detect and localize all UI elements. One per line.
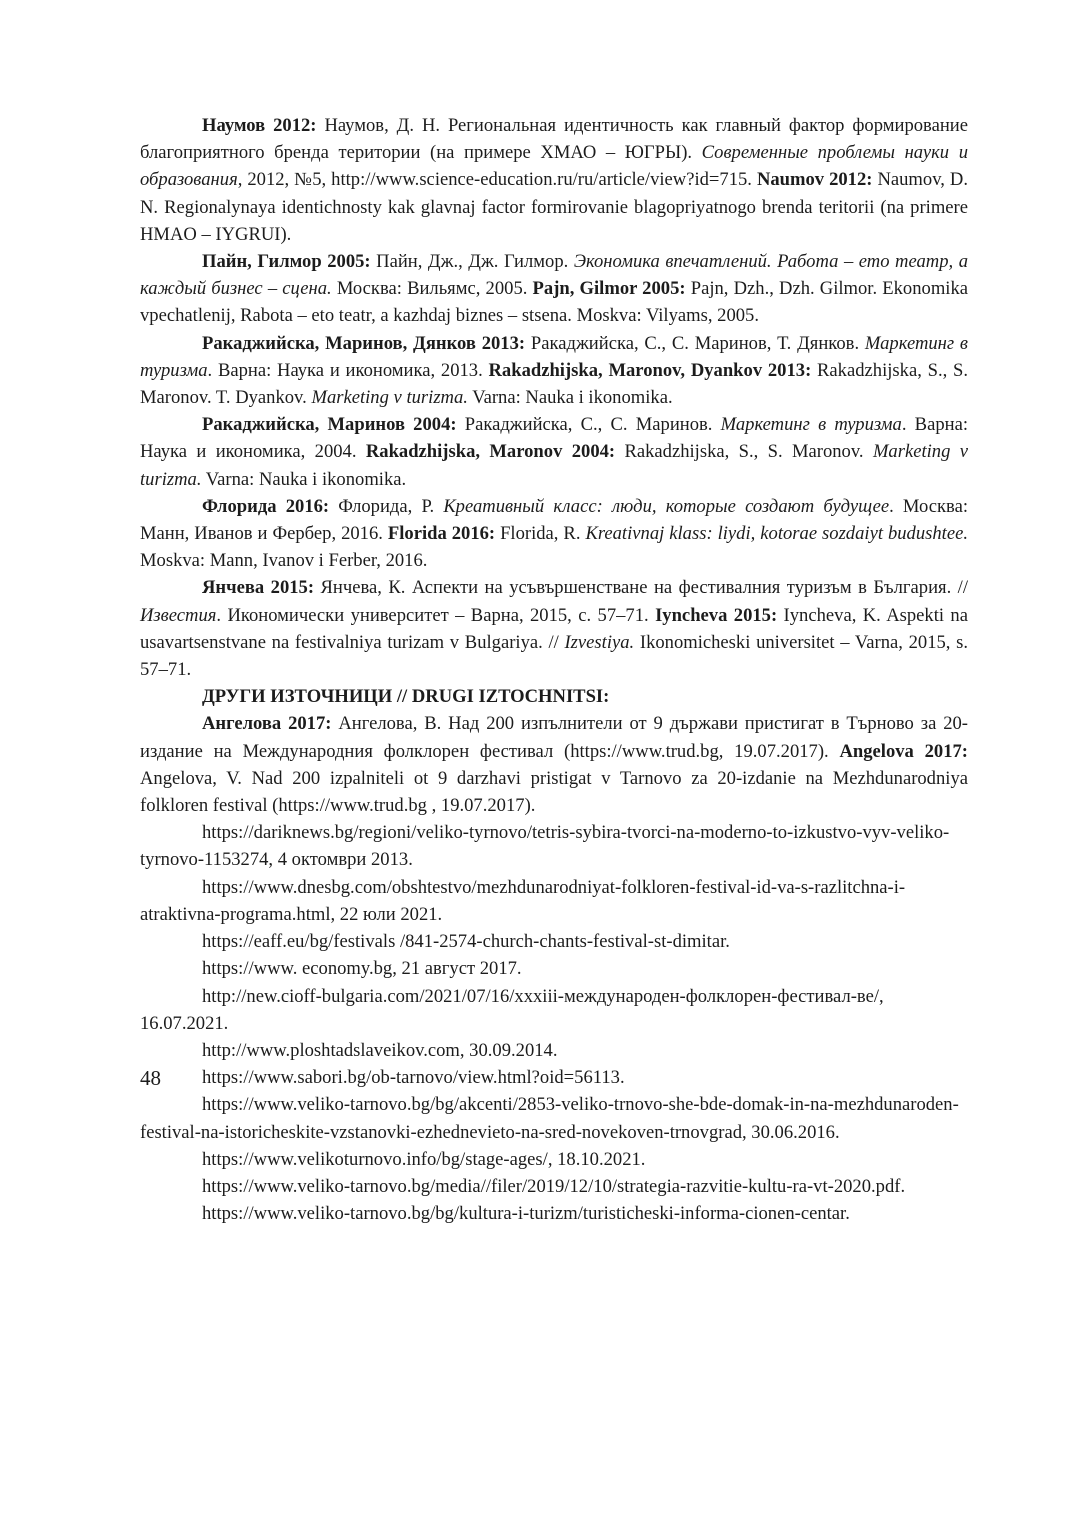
reference-text: Rakadzhijska, S., S. Maronov. T. Dyankov. [140, 359, 968, 409]
reference-key: Наумов 2012: [202, 115, 317, 136]
reference-key: Rakadzhijska, Maronov 2004: [365, 441, 616, 463]
reference-title: Креативный класс: люди, которые создают будущее [443, 495, 890, 517]
reference-entry [140, 493, 968, 575]
reference-text: Пайн, Дж., Дж. Гилмор. [370, 251, 574, 273]
reference-key: Янчева 2015: [202, 577, 315, 599]
reference-text: Angelova, V. Nad 200 izpalniteli ot 9 darzhavi pristigat v Tarnovo za 20-izdanie na Mezhdunarodniya folkloren festival (https://www.trud.bg , 19.07.2017). [140, 767, 968, 817]
reference-key: Флорида 2016: [202, 495, 330, 517]
reference-title: Экономика впечатлений. Работа – ето театр, а каждый бизнес – сцена. [140, 251, 968, 300]
reference-entry [140, 248, 968, 330]
source-link: https://www. economy.bg, 21 август 2017. [202, 958, 522, 980]
source-link: https://www.dnesbg.com/obshtestvo/mezhdunarodniyat-folkloren-festival-id-va-s-razlitchna-i-atraktivna-programa.html, 22 юли 2021. [140, 876, 906, 925]
reference-entry [140, 411, 968, 493]
source-link: http://new.cioff-bulgaria.com/2021/07/16/xxxiii-международен-фолклорен-фестивал-ве/, 16.07.2021. [140, 985, 884, 1034]
reference-text: . Москва: Манн, Иванов и Фербер, 2016. [140, 495, 968, 545]
reference-key: Pajn, Gilmor 2005: [532, 278, 686, 300]
page-number: 48 [140, 1066, 161, 1090]
source-link: https://dariknews.bg/regioni/veliko-tyrnovo/tetris-sybira-tvorci-na-moderno-to-izkustvo-vyv-veliko-tyrnovo-1153274, 4 октомври 2013. [140, 822, 950, 871]
reference-title: Izvestiya. [564, 631, 635, 653]
reference-text: . Икономически университет – Варна, 2015, с. 57–71. [216, 604, 656, 626]
source-link: https://eaff.eu/bg/festivals /841-2574-church-chants-festival-st-dimitar. [202, 931, 730, 953]
source-link: https://www.veliko-tarnovo.bg/bg/akcenti/2853-veliko-trnovo-she-bde-domak-in-na-mezhdunaroden-festival-na-istoricheskite-vzstanovki-ezhednevieto-na-sred-novekoven-trnovgrad, 30.06.2016. [140, 1094, 959, 1143]
reference-text: Iyncheva, K. Aspekti na usavartsenstvane na festivalniya turizam v Bulgariya. // [140, 604, 968, 653]
reference-text: Ikonomicheski universitet – Varna, 2015, s. 57–71. [140, 631, 969, 681]
reference-text: Флорида, Р. [329, 495, 444, 517]
reference-title: Marketing v turizma. [140, 441, 968, 490]
reference-title: Маркетинг в туризма [720, 414, 902, 436]
reference-entry [140, 710, 968, 819]
bibliography-body [140, 112, 968, 1227]
reference-title: Kreativnaj klass: liydi, kotorae sozdaiyt budushtee. [585, 523, 968, 545]
other-sources-heading: ДРУГИ ИЗТОЧНИЦИ // DRUGI IZTOCHNITSI: [202, 686, 610, 708]
reference-text: Rakadzhijska, S., S. Maronov. [615, 441, 873, 463]
reference-text: Moskva: Mann, Ivanov i Ferber, 2016. [140, 550, 428, 572]
reference-entry [140, 330, 968, 412]
reference-key: Florida 2016: [387, 523, 496, 545]
reference-key: Пайн, Гилмор 2005: [202, 251, 371, 273]
reference-key: Naumov 2012: [756, 169, 873, 191]
reference-text: , 2012, №5, http://www.science-education.ru/ru/article/view?id=715. [237, 169, 757, 191]
reference-text: Varna: Nauka i ikonomika. [467, 387, 673, 409]
reference-text: Ракаджийска, С., С. Маринов, Т. Дянков. [525, 332, 865, 354]
reference-text: Наумов, Д. Н. Региональная идентичность как главный фактор формирование благоприятного бренда територии (на примере ХМАО – ЮГРЫ). [140, 115, 968, 164]
reference-text: Ангелова, В. Над 200 изпълнители от 9 държави пристигат в Търново за 20-издание на Международния фолклорен фестивал (https://www.trud.bg, 19.07.2017). [140, 713, 968, 762]
source-link: http://www.ploshtadslaveikov.com, 30.09.2014. [202, 1039, 558, 1061]
reference-text: . Варна: Наука и икономика, 2013. [207, 359, 489, 381]
reference-title: Marketing v turizma. [311, 387, 468, 409]
source-link: https://www.sabori.bg/ob-tarnovo/view.html?oid=56113. [202, 1067, 625, 1089]
source-link: https://www.velikoturnovo.info/bg/stage-ages/, 18.10.2021. [202, 1148, 646, 1170]
reference-text: Naumov, D. N. Regionalynaya identichnosty kak glavnaj factor formirovanie blagopriyatnogo brenda teritorii (na primere HMAO – IYGRUI). [140, 169, 968, 245]
reference-key: Rakadzhijska, Maronov, Dyankov 2013: [488, 359, 812, 381]
reference-entry [140, 112, 968, 248]
reference-key: Ракаджийска, Маринов 2004: [202, 414, 457, 436]
reference-title: Маркетинг в туризма [140, 332, 969, 381]
reference-text: Florida, R. [495, 523, 586, 545]
reference-title: Современные проблемы науки и образования [140, 142, 969, 191]
reference-title: Известия [140, 604, 217, 626]
reference-text: Varna: Nauka i ikonomika. [201, 468, 407, 490]
source-link: https://www.veliko-tarnovo.bg/bg/kultura-i-turizm/turisticheski-informa-cionen-centar. [202, 1203, 850, 1225]
source-link: https://www.veliko-tarnovo.bg/media//filer/2019/12/10/strategia-razvitie-kultu-ra-vt-2020.pdf. [202, 1175, 906, 1197]
reference-key: Iyncheva 2015: [655, 604, 778, 626]
reference-text: Янчева, К. Аспекти на усъвършенстване на фестивалния туризъм в България. // [314, 577, 968, 599]
reference-text: . Варна: Наука и икономика, 2004. [140, 414, 968, 463]
reference-text: Ракаджийска, С., С. Маринов. [456, 414, 721, 436]
reference-text: Pajn, Dzh., Dzh. Gilmor. Ekonomika vpechatlenij, Rabota – eto teatr, a kazhdaj biznes – stsena. Moskva: Vilyams, 2005. [140, 278, 968, 327]
reference-text: Москва: Вильямс, 2005. [331, 278, 533, 300]
reference-entry [140, 574, 968, 683]
reference-key: Angelova 2017: [839, 740, 968, 762]
reference-key: Ракаджийска, Маринов, Дянков 2013: [202, 332, 526, 354]
reference-key: Ангелова 2017: [202, 713, 332, 735]
